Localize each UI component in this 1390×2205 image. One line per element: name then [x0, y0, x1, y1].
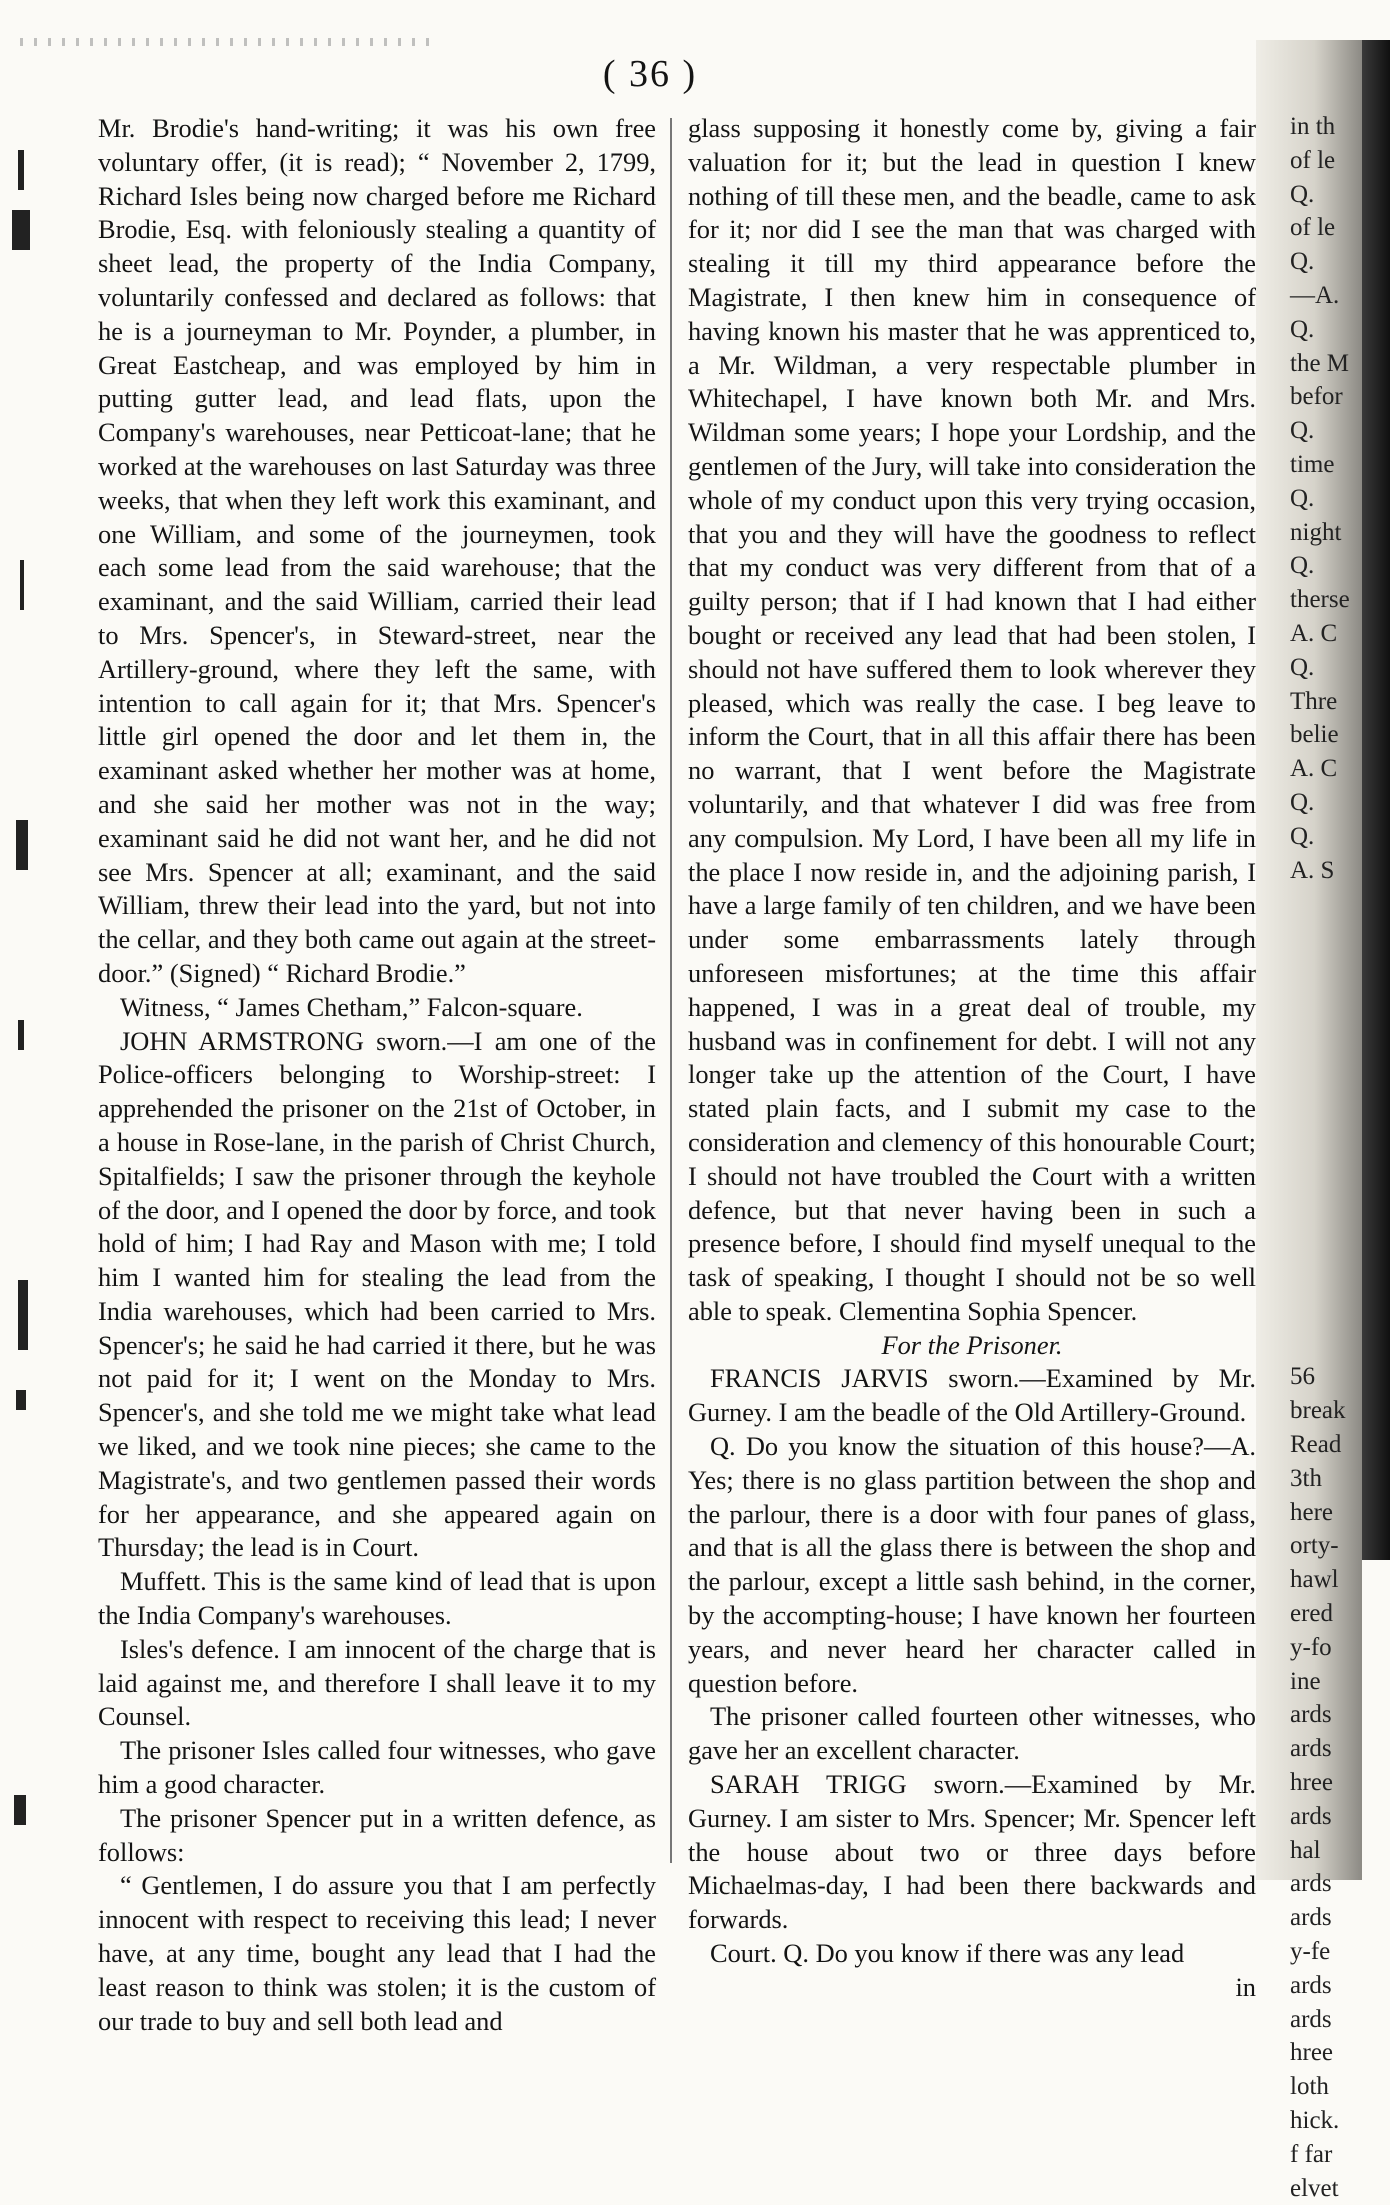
paragraph: Mr. Brodie's hand-writing; it was his own free voluntary offer, (it is read); “ November 2, 1799, Richard Isles being now charged before me Richard Brodie, Esq. with feloniously stealing a quantity of sheet lead, the property of the India Company, voluntarily confessed and declared as follows: that he is a journeyman to Mr. Poynder, a plumber, in Great Eastcheap, and was employed by him in putting gutter lead, and lead flats, upon the Company's warehouses, near Petticoat-lane; that he worked at the warehouses on last Saturday was three weeks, that when they left work this examinant, and one William, and some of the journeymen, took each some lead from the said warehouse; that the examinant, and the said William, carried their lead to Mrs. Spencer's, in Steward-street, near the Artillery-ground, where they left the same, with intention to call again for it; that Mrs. Spencer's little girl opened the door and let them in, the examinant asked whether her mother was at home, and she said her mother was not in the way; examinant said he did not want her, and he did not see Mrs. Spencer at all; examinant, and the said William, threw their lead into the yard, but not into the cellar, and they both came out again at the street-door.” (Signed) “ Richard Brodie.”: [98, 113, 656, 988]
adjacent-page-fragments: [1290, 110, 1360, 2202]
edge-fragment: —A.: [1290, 281, 1340, 309]
edge-fragment: [1290, 1225, 1360, 1259]
paragraph: SARAH TRIGG sworn.—Examined by Mr. Gurney. I am sister to Mrs. Spencer; Mr. Spencer left the house about two or three days before Michaelmas-day, I had been there backwards and forwards.: [688, 1769, 1256, 1935]
edge-fragment: [1290, 955, 1360, 989]
edge-fragment: here: [1290, 1498, 1334, 1526]
right-text-column: [688, 112, 1256, 2002]
edge-fragment: [1290, 921, 1360, 955]
edge-fragment: ards: [1290, 2005, 1332, 2033]
scanner-edge: [1362, 40, 1390, 1560]
edge-fragment: Q.: [1290, 315, 1315, 343]
edge-fragment: [1290, 989, 1360, 1023]
edge-fragment: belie: [1290, 721, 1339, 749]
edge-fragment: befor: [1290, 383, 1343, 411]
edge-fragment: 3th: [1290, 1464, 1322, 1492]
edge-fragment: elvet: [1290, 2174, 1339, 2202]
paragraph: Muffett. This is the same kind of lead that is upon the India Company's warehouses.: [98, 1566, 656, 1631]
section-heading: For the Prisoner.: [881, 1329, 1063, 1360]
paragraph: “ Gentlemen, I do assure you that I am perfectly innocent with respect to receiving this lead; I never have, at any time, bought any lead that I had the least reason to think was stolen; it is the custom of our trade to buy and sell both lead and: [98, 1870, 656, 2036]
edge-fragment: hree: [1290, 1769, 1334, 1797]
edge-fragment: ards: [1290, 1735, 1332, 1763]
paragraph: Court. Q. Do you know if there was any lead: [710, 1938, 1185, 1969]
edge-fragment: A. C: [1290, 755, 1338, 783]
edge-fragment: loth: [1290, 2073, 1329, 2101]
edge-fragment: ards: [1290, 1971, 1332, 1999]
edge-fragment: [1290, 1056, 1360, 1090]
edge-fragment: break: [1290, 1397, 1346, 1425]
paragraph: Q. Do you know the situation of this house?—A. Yes; there is no glass partition between the shop and the parlour, there is a door with four panes of glass, and that is all the glass there is between the shop and the parlour, except a little sash behind, in the corner, by the accompting-house; I have known her fourteen years, and never heard her character called in question before.: [688, 1431, 1256, 1698]
paragraph: The prisoner Isles called four witnesses, who gave him a good character.: [98, 1735, 656, 1800]
edge-fragment: ards: [1290, 1870, 1332, 1898]
paragraph: The prisoner called fourteen other witnesses, who gave her an excellent character.: [688, 1701, 1256, 1766]
paragraph: Witness, “ James Chetham,” Falcon-square.: [120, 991, 583, 1022]
edge-fragment: the M: [1290, 349, 1350, 377]
edge-fragment: night: [1290, 518, 1342, 546]
edge-fragment: Q.: [1290, 248, 1315, 276]
catchword: in: [1235, 1971, 1256, 2002]
edge-fragment: 56: [1290, 1363, 1315, 1391]
edge-fragment: Q.: [1290, 788, 1315, 816]
edge-fragment: [1290, 1192, 1360, 1226]
edge-fragment: [1290, 1090, 1360, 1124]
edge-fragment: [1290, 1293, 1360, 1327]
edge-fragment: hawl: [1290, 1566, 1339, 1594]
edge-fragment: in th: [1290, 113, 1336, 140]
edge-fragment: [1290, 1158, 1360, 1192]
edge-fragment: y-fo: [1290, 1633, 1332, 1661]
edge-fragment: Read: [1290, 1431, 1342, 1459]
edge-fragment: time: [1290, 450, 1335, 478]
edge-fragment: [1290, 1327, 1360, 1361]
edge-fragment: [1290, 1259, 1360, 1293]
top-scan-noise: [20, 38, 440, 46]
paragraph: The prisoner Spencer put in a written defence, as follows:: [98, 1802, 656, 1867]
edge-fragment: A. S: [1290, 856, 1335, 884]
edge-fragment: orty-: [1290, 1532, 1339, 1560]
edge-fragment: Q.: [1290, 484, 1315, 512]
edge-fragment: ards: [1290, 1904, 1332, 1932]
edge-fragment: ards: [1290, 1802, 1332, 1830]
edge-fragment: Q.: [1290, 822, 1315, 850]
edge-fragment: [1290, 1023, 1360, 1057]
edge-fragment: f far: [1290, 2140, 1333, 2168]
edge-fragment: Q.: [1290, 653, 1315, 681]
left-text-column: [98, 112, 656, 2036]
edge-fragment: therse: [1290, 586, 1350, 614]
paragraph: glass supposing it honestly come by, giving a fair valuation for it; but the lead in question I knew nothing of till these men, and the beadle, came to ask for it; nor did I see the man that was charged with stealing it till my third appearance before the Magistrate, I then knew him in consequence of having known his master that he was apprenticed to, a Mr. Wildman, a very respectable plumber in Whitechapel, I have known both Mr. and Mrs. Wildman some years; I hope your Lordship, and the gentlemen of the Jury, will take into consideration the whole of my conduct upon this very trying occasion, that you and they will have the goodness to reflect that my conduct was very different from that of a guilty person; that if I had known that I had either bought or received any lead that had been stolen, I should not have suffered them to look wherever they pleased, which was really the case. I beg leave to inform the Court, that in all this affair there has been no warrant, that I went before the Magistrate voluntarily, and that whatever I did was free from any compulsion. My Lord, I have been all my life in the place I now reside in, and the adjoining parish, I have a large family of ten children, and we have been under some embarrassments lately through unforeseen misfortunes; at the time this affair happened, I was in a great deal of trouble, my husband was in confinement for debt. I will not any longer take up the attention of the Court, I have stated plain facts, and I submit my case to the consideration and clemency of this honourable Court; I should not have troubled the Court with a written defence, but that never having been in such a presence before, I should find myself unequal to the task of speaking, I thought I should not be so well able to speak. Clementina Sophia Spencer.: [688, 113, 1256, 1326]
edge-fragment: of le: [1290, 146, 1336, 174]
page-number: ( 36 ): [602, 53, 698, 95]
edge-fragment: ered: [1290, 1600, 1334, 1628]
edge-fragment: ards: [1290, 1701, 1332, 1729]
left-gutter-scan-marks: [0, 0, 40, 1968]
paragraph: Isles's defence. I am innocent of the charge that is laid against me, and therefore I shall leave it to my Counsel.: [98, 1633, 656, 1732]
edge-fragment: y-fe: [1290, 1938, 1331, 1966]
edge-fragment: [1290, 1124, 1360, 1158]
edge-fragment: of le: [1290, 214, 1336, 242]
edge-fragment: Q.: [1290, 180, 1315, 208]
edge-fragment: Thre: [1290, 687, 1338, 715]
edge-fragment: Q.: [1290, 552, 1315, 580]
edge-fragment: [1290, 887, 1360, 921]
edge-fragment: A. C: [1290, 619, 1338, 647]
paragraph: JOHN ARMSTRONG sworn.—I am one of the Police-officers belonging to Worship-street: I apprehended the prisoner on the 21st of October, in a house in Rose-lane, in the parish of Christ Church, Spitalfields; I saw the prisoner through the keyhole of the door, and I opened the door by force, and took hold of him; I had Ray and Mason with me; I told him I wanted him for stealing the lead from the India warehouses, which had been carried to Mrs. Spencer's; he said he had carried it there, but he was not paid for it; I went on the Monday to Mrs. Spencer's, and she told me we might take what lead we liked, and we took nine pieces; she came to the Magistrate's, and two gentlemen passed their words for her appearance, and she appeared again on Thursday; the lead is in Court.: [98, 1025, 656, 1563]
edge-fragment: hree: [1290, 2039, 1334, 2067]
paragraph: FRANCIS JARVIS sworn.—Examined by Mr. Gurney. I am the beadle of the Old Artillery-Ground.: [688, 1363, 1256, 1428]
edge-fragment: hal: [1290, 1836, 1321, 1864]
edge-fragment: hick.: [1290, 2107, 1340, 2135]
edge-fragment: ine: [1290, 1667, 1321, 1695]
column-divider: [670, 118, 672, 1863]
edge-fragment: Q.: [1290, 417, 1315, 445]
